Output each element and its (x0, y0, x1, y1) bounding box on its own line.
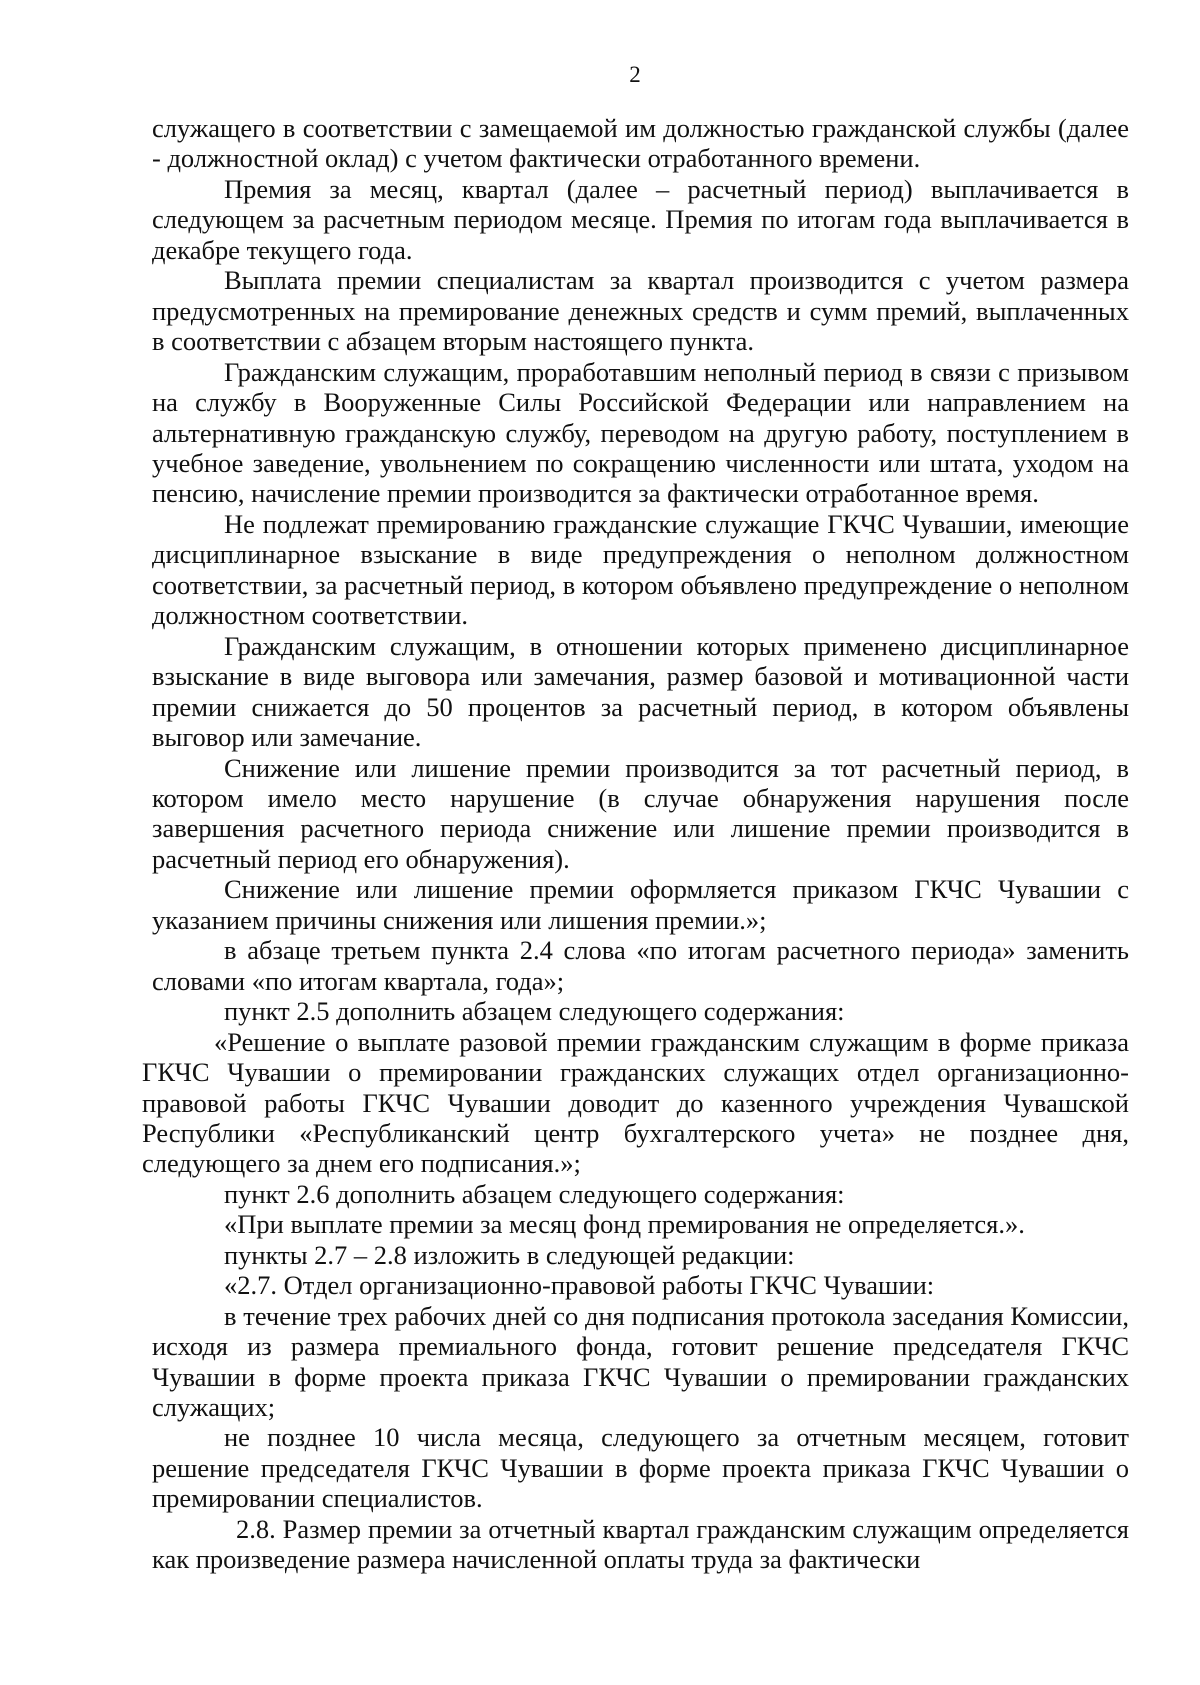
paragraph: не позднее 10 числа месяца, следующего за отчетным месяцем, готовит решение председателя ГКЧС Чувашии в форме проекта приказа ГКЧС Чувашии о премировании специалистов. (152, 1422, 1129, 1514)
page-number: 2 (629, 62, 641, 87)
paragraph: «Решение о выплате разовой премии гражданским служащим в форме приказа ГКЧС Чувашии о премировании гражданских служащих отдел организационно-правовой работы ГКЧС Чувашии доводит до казенного учреждения Чувашской Республики «Республиканский центр бухгалтерского учета» не позднее дня, следующего за днем его подписания.»; (142, 1026, 1129, 1179)
document-body (142, 113, 1129, 1575)
paragraph: Гражданским служащим, в отношении которых применено дисциплинарное взыскание в виде выговора или замечания, размер базовой и мотивационной части премии снижается до 50 процентов за расчетный период, в котором объявлены выговор или замечание. (152, 630, 1129, 753)
paragraph: в течение трех рабочих дней со дня подписания протокола заседания Комиссии, исходя из размера премиального фонда, готовит решение председателя ГКЧС Чувашии в форме проекта приказа ГКЧС Чувашии о премировании гражданских служащих; (152, 1300, 1129, 1423)
paragraph: Снижение или лишение премии производится за тот расчетный период, в котором имело место нарушение (в случае обнаружения нарушения после завершения расчетного периода снижение или лишение премии производится в расчетный период его обнаружения). (152, 752, 1129, 874)
paragraph: пункты 2.7 – 2.8 изложить в следующей редакции: (224, 1239, 795, 1270)
paragraph: Снижение или лишение премии оформляется приказом ГКЧС Чувашии с указанием причины снижения или лишения премии.»; (152, 874, 1129, 935)
paragraph: Гражданским служащим, проработавшим неполный период в связи с призывом на службу в Вооруженные Силы Российской Федерации или направлением на альтернативную гражданскую службу, переводом на другую работу, поступлением в учебное заведение, увольнением по сокращению численности или штата, уходом на пенсию, начисление премии производится за фактически отработанное время. (152, 356, 1129, 509)
paragraph: в абзаце третьем пункта 2.4 слова «по итогам расчетного периода» заменить словами «по итогам квартала, года»; (152, 935, 1129, 996)
paragraph: служащего в соответствии с замещаемой им должностью гражданской службы (далее - должностной оклад) с учетом фактически отработанного времени. (152, 113, 1129, 174)
paragraph: Не подлежат премированию гражданские служащие ГКЧС Чувашии, имеющие дисциплинарное взыскание в виде предупреждения о неполном должностном соответствии, за расчетный период, в котором объявлено предупреждение о неполном должностном соответствии. (152, 508, 1129, 631)
paragraph: Премия за месяц, квартал (далее – расчетный период) выплачивается в следующем за расчетным периодом месяце. Премия по итогам года выплачивается в декабре текущего года. (152, 173, 1129, 265)
paragraph: Выплата премии специалистам за квартал производится с учетом размера предусмотренных на премирование денежных средств и сумм премий, выплаченных в соответствии с абзацем вторым настоящего пункта. (152, 265, 1129, 357)
paragraph: «При выплате премии за месяц фонд премирования не определяется.». (224, 1209, 1025, 1240)
paragraph: «2.7. Отдел организационно-правовой работы ГКЧС Чувашии: (224, 1270, 935, 1301)
paragraph: 2.8. Размер премии за отчетный квартал гражданским служащим определяется как произведение размера начисленной оплаты труда за фактически (152, 1513, 1129, 1575)
paragraph: пункт 2.6 дополнить абзацем следующего содержания: (224, 1178, 845, 1209)
paragraph: пункт 2.5 дополнить абзацем следующего содержания: (224, 996, 845, 1027)
